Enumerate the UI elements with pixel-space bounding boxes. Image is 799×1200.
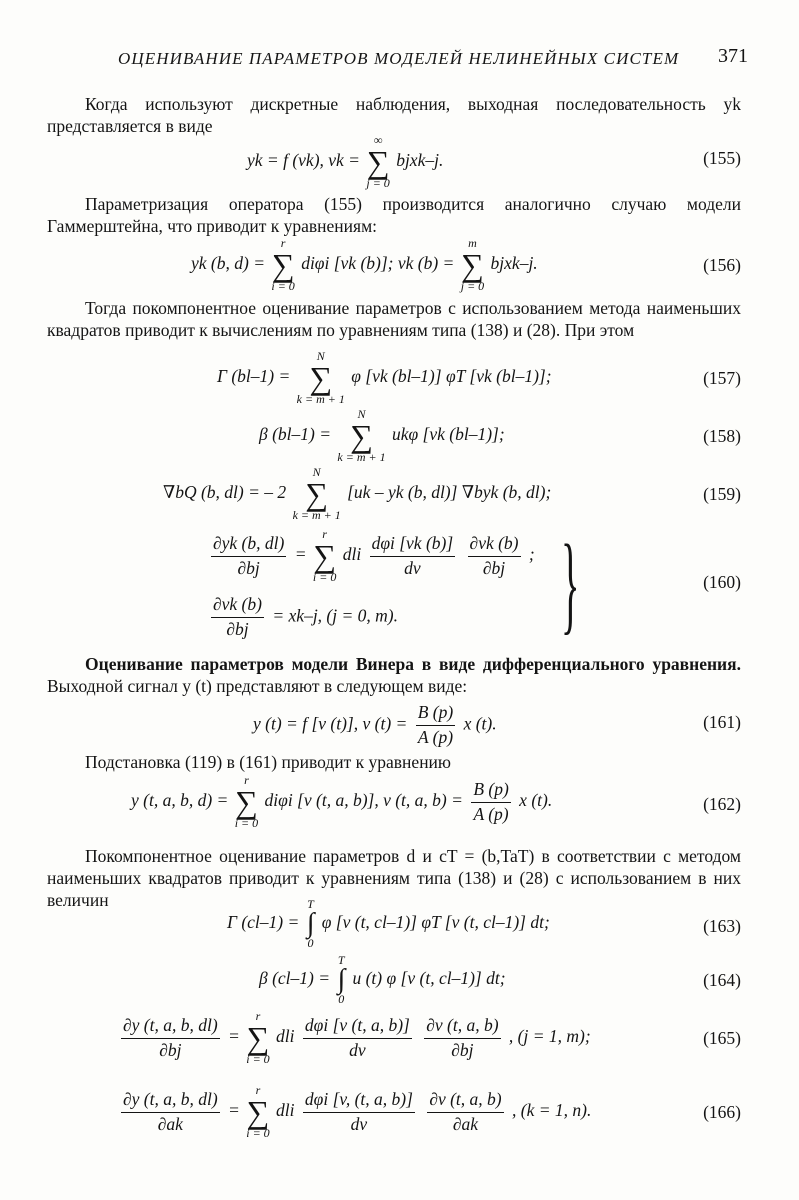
paragraph-2: Параметризация оператора (155) производится аналогично случаю модели Гаммерштейна, что приводит к уравнениям: (47, 194, 741, 236)
equation-166: $\frac{\partial y (t, a, b, dl)}{\partial ak}$ = r ∑ i = 0 dli $\frac{\text{dφi [v, (t, a, b)]}}{dv}$ $\frac{\partial v (t, a, b)}{\partial ak}$ , (k = 1, n). (166) (123, 1083, 741, 1140)
equation-number: (162) (703, 794, 741, 814)
equation-157: Г (bl–1) = N ∑ k = m + 1 φ [vk (bl–1)] φT [vk (bl–1)]; (157) (217, 349, 741, 406)
equation-165: $\frac{\partial y (t, a, b, dl)}{\partial bj}$ = r ∑ i = 0 dli $\frac{\text{dφi [v (t, a, b)]}}{dv}$ $\frac{\partial v (t, a, b)}{\partial bj}$ , (j = 1, m); (165) (123, 1009, 741, 1066)
equation-number: (166) (703, 1102, 741, 1122)
equation-159: ∇bQ (b, dl) = – 2 N ∑ k = m + 1 [uk – yk (b, dl)] ∇byk (b, dl); (159) (163, 465, 741, 522)
paragraph-6: Покомпонентное оценивание параметров d и cT = (b,TaT) в соответствии с методом наименьших квадратов приводит к уравнениям типа (138) и (28) с использованием в них величин (47, 846, 741, 910)
paragraph-5: Подстановка (119) в (161) приводит к уравнению (85, 752, 451, 772)
equation-160: $\frac{\partial yk (b, dl)}{\partial bj}$ = r ∑ i = 0 dli $\frac{\text{dφi [vk (b)]}}{dv}$ $\frac{\partial vk (b)}{\partial bj}$ ; $\frac{\partial vk (b)}{\partial bj}$ = xk–j, (j = 0, m). } (160) (213, 522, 741, 644)
equation-155: yk = f (vk), vk = ∞ ∑ j = 0 bjxk–j. (155) (247, 133, 741, 190)
running-title: ОЦЕНИВАНИЕ ПАРАМЕТРОВ МОДЕЛЕЙ НЕЛИНЕЙНЫХ СИСТЕМ (118, 49, 680, 68)
equation-number: (158) (703, 426, 741, 446)
equation-number: (156) (703, 255, 741, 275)
equation-number: (157) (703, 368, 741, 388)
equation-161: y (t) = f [v (t)], v (t) = $\frac{B (p)}{A (p)}$ x (t). (161) (253, 702, 741, 747)
equation-number: (165) (703, 1028, 741, 1048)
equation-number: (161) (703, 712, 741, 732)
equation-number: (155) (703, 148, 741, 168)
equation-162: y (t, a, b, d) = r ∑ i = 0 diφi [v (t, a, b)], v (t, a, b) = $\frac{B (p)}{A (p)}$ x (t). (162) (131, 773, 741, 830)
equation-number: (159) (703, 484, 741, 504)
equation-156: yk (b, d) = r ∑ i = 0 diφi [vk (b)]; vk (b) = m ∑ j = 0 bjxk–j. (156) (191, 236, 741, 293)
equation-163: Г (cl–1) = T ∫ 0 φ [v (t, cl–1)] φT [v (t, cl–1)] dt; (163) (227, 897, 741, 950)
paragraph-4: Оценивание параметров модели Винера в виде дифференциального уравнения. Выходной сигнал y (t) представляют в следующем виде: (47, 654, 741, 696)
equation-number: (160) (703, 572, 741, 592)
paragraph-3: Тогда покомпонентное оценивание параметров с использованием метода наименьших квадратов приводит к вычислениям по уравнениям типа (138) и (28). При этом (47, 298, 741, 340)
equation-158: β (bl–1) = N ∑ k = m + 1 ukφ [vk (bl–1)]; (158) (259, 407, 741, 464)
right-brace: } (561, 522, 580, 644)
section-heading: Оценивание параметров модели Винера в виде дифференциального уравнения. (85, 654, 741, 674)
equation-164: β (cl–1) = T ∫ 0 u (t) φ [v (t, cl–1)] dt; (164) (259, 953, 741, 1006)
equation-number: (164) (703, 970, 741, 990)
page-header (118, 45, 748, 74)
paragraph-1: Когда используют дискретные наблюдения, выходная последовательность yk представляется в виде (47, 94, 741, 136)
page-number: 371 (718, 45, 748, 67)
equation-number: (163) (703, 916, 741, 936)
